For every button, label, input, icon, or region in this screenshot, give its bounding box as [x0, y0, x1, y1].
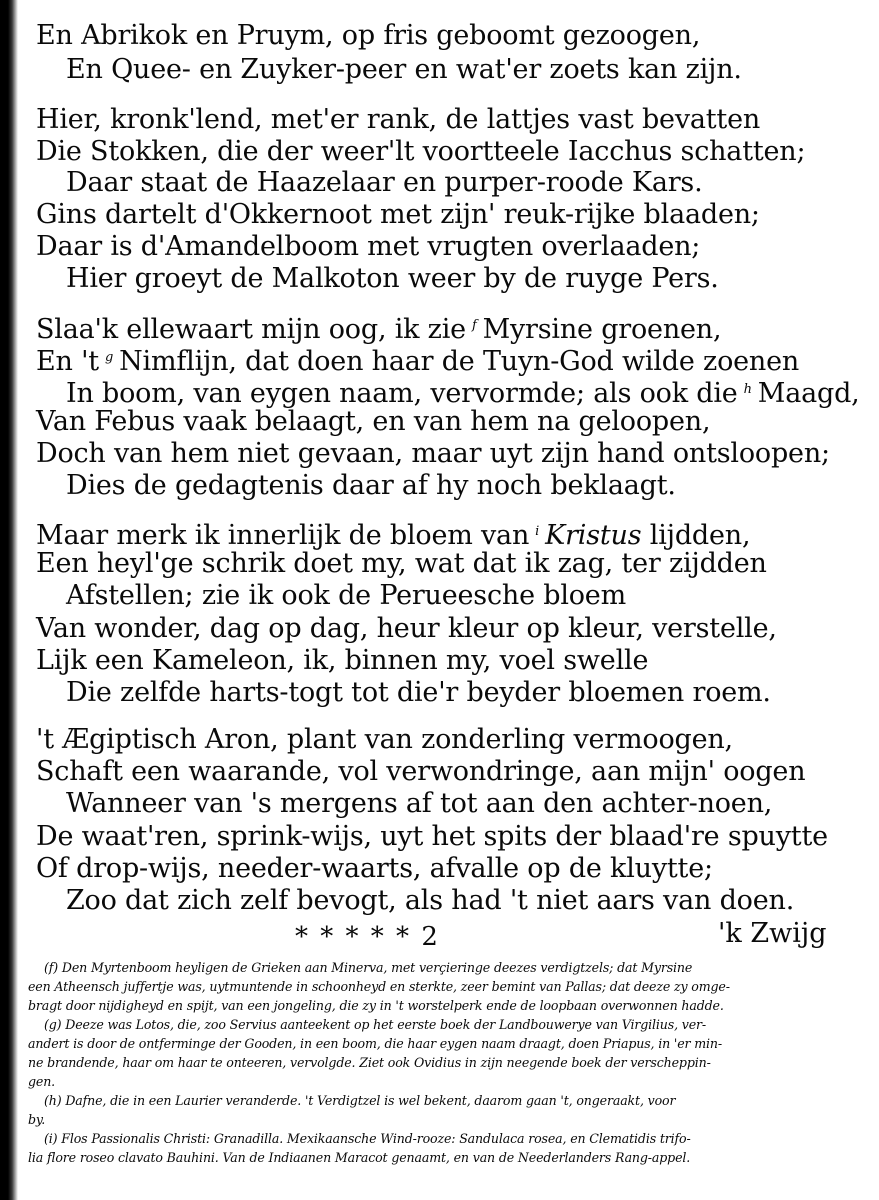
verse-line: De waat'ren, sprink-wijs, uyt het spits der blaad're spuytte — [36, 821, 828, 852]
verse-line: En Quee- en Zuyker-peer en wat'er zoets kan zijn. — [66, 54, 742, 85]
verse-line: Schaft een waarande, vol verwondringe, aan mijn' oogen — [36, 756, 806, 787]
verse-line: Zoo dat zich zelf bevogt, als had 't niet aars van doen. — [66, 885, 795, 916]
verse-line: 't Ægiptisch Aron, plant van zonderling vermoogen, — [36, 724, 733, 755]
verse-line: Hier, kronk'lend, met'er rank, de lattjes vast bevatten — [36, 104, 761, 135]
verse-line-with-note-mark — [36, 516, 750, 552]
verse-line: Afstellen; zie ik ook de Perueesche bloem — [66, 580, 626, 611]
footnote-line: bragt door nijdigheyd en spijt, van een jongeling, die zy in 't worstelperk ende de loopbaan overwonnen hadde. — [28, 998, 724, 1013]
footnote-line: by. — [28, 1112, 46, 1127]
verse-line: Een heyl'ge schrik doet my, wat dat ik zag, ter zijdden — [36, 548, 767, 579]
verse-line-with-note-mark — [36, 342, 799, 378]
verse-line: En Abrikok en Pruym, op fris geboomt gezoogen, — [36, 20, 701, 51]
footnote-line: gen. — [28, 1074, 56, 1089]
verse-line: Lijk een Kameleon, ik, binnen my, voel swelle — [36, 645, 649, 676]
verse-text: Maagd, — [757, 378, 860, 409]
verse-text: Myrsine groenen, — [482, 314, 722, 345]
verse-line: Wanneer van 's mergens af tot aan den achter-noen, — [66, 788, 773, 819]
verse-text: Maar merk ik innerlijk de bloem van — [36, 520, 530, 551]
footnote-line: (i) Flos Passionalis Christi: Granadilla. Mexikaansche Wind-rooze: Sandulaca rosea, en Clematidis trifo- — [44, 1131, 691, 1146]
verse-line: Hier groeyt de Malkoton weer by de ruyge Pers. — [66, 263, 719, 294]
footnote-line: (g) Deeze was Lotos, die, zoo Servius aanteekent op het eerste boek der Landbouwerye van Virgilius, ver- — [44, 1017, 707, 1032]
verse-line: Doch van hem niet gevaan, maar uyt zijn hand ontsloopen; — [36, 438, 830, 469]
verse-text: En 't — [36, 346, 99, 377]
verse-line: Van Febus vaak belaagt, en van hem na geloopen, — [36, 406, 711, 437]
footnote-line: (f) Den Myrtenboom heyligen de Grieken aan Minerva, met verçieringe deezes verdigtzels; dat Myrsine — [44, 960, 693, 975]
verse-line: Die zelfde harts-togt tot die'r beyder bloemen roem. — [66, 677, 771, 708]
footnote-marker: g — [104, 350, 114, 365]
verse-text: lijdden, — [649, 520, 751, 551]
verse-line: Die Stokken, die der weer'lt voortteele Iacchus schatten; — [36, 136, 806, 167]
verse-line: Daar is d'Amandelboom met vrugten overlaaden; — [36, 231, 701, 262]
catchword: 'k Zwijg — [718, 918, 827, 949]
verse-line-with-note-mark — [66, 374, 860, 410]
verse-line: Daar staat de Haazelaar en purper-roode Kars. — [66, 167, 703, 198]
footnote-line: (h) Dafne, die in een Laurier veranderde. 't Verdigtzel is wel bekent, daarom gaan 't, ongeraakt, voor — [44, 1093, 676, 1108]
verse-line-with-note-mark — [36, 310, 721, 346]
footnote-line: een Atheensch juffertje was, uytmuntende in schoonheyd en sterkte, zeer bemint van Pallas; dat deeze zy omge- — [28, 979, 730, 994]
verse-line: Dies de gedagtenis daar af hy noch beklaagt. — [66, 470, 676, 501]
verse-italic-name: Kristus — [545, 520, 642, 551]
footnote-line: andert is door de ontferminge der Gooden, in een boom, die haar eygen naam draagt, doen Priapus, in 'er min- — [28, 1036, 722, 1051]
verse-text: Nimflijn, dat doen haar de Tuyn-God wilde zoenen — [119, 346, 800, 377]
verse-line: Gins dartelt d'Okkernoot met zijn' reuk-rijke blaaden; — [36, 199, 760, 230]
footnote-marker: i — [535, 524, 540, 539]
verse-text: In boom, van eygen naam, vervormde; als ook die — [66, 378, 738, 409]
verse-text: Slaa'k ellewaart mijn oog, ik zie — [36, 314, 466, 345]
verse-line: Of drop-wijs, needer-waarts, afvalle op de kluytte; — [36, 853, 713, 884]
verse-line: Van wonder, dag op dag, heur kleur op kleur, verstelle, — [36, 613, 777, 644]
footnote-line: ne brandende, haar om haar te onteeren, vervolgde. Ziet ook Ovidius in zijn neegende boek der verscheppin- — [28, 1055, 711, 1070]
footnote-marker: h — [743, 382, 752, 397]
footnote-line: lia flore roseo clavato Bauhini. Van de Indiaanen Maracot genaamt, en van de Neederlanders Rang-appel. — [28, 1150, 691, 1165]
signature-mark: * * * * * 2 — [295, 922, 440, 952]
footnote-marker: f — [471, 318, 477, 333]
